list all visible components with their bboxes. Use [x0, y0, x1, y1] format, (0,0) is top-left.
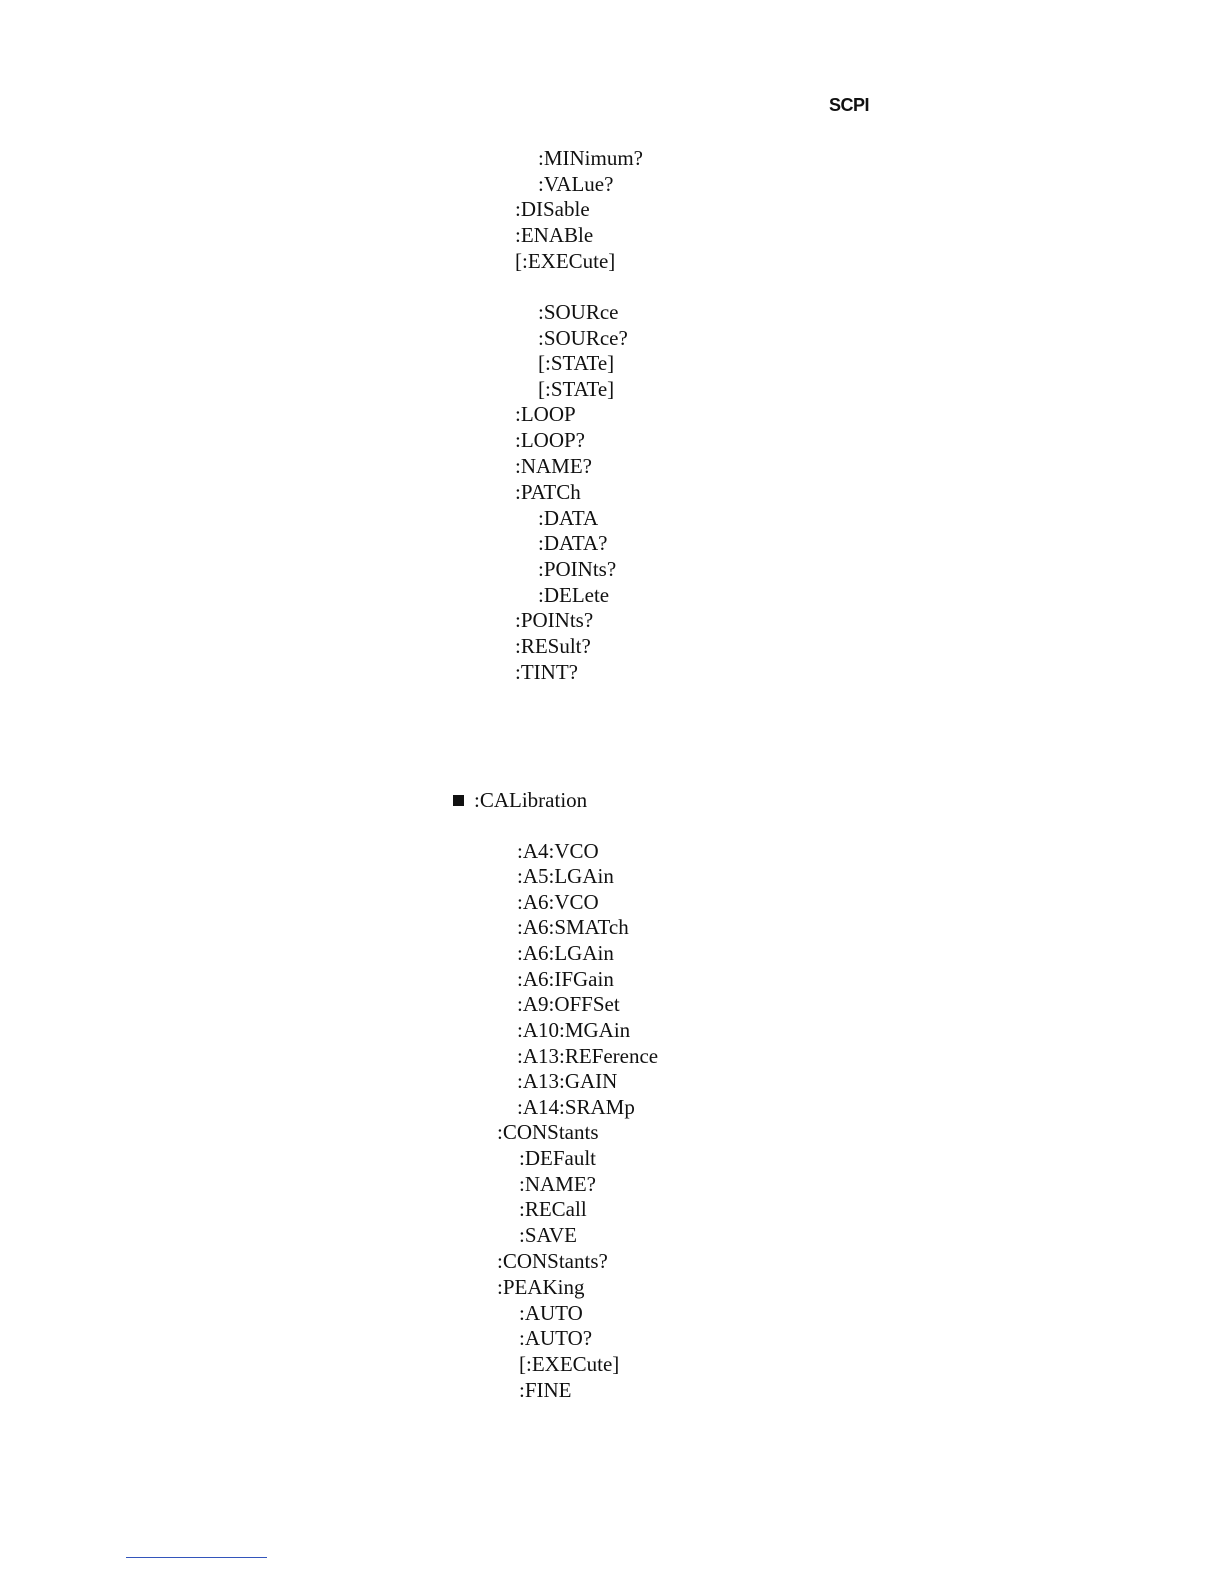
tree-item: :RECall	[519, 1197, 587, 1221]
tree-item: :A6:SMATch	[517, 915, 629, 939]
tree-item: :A9:OFFSet	[517, 992, 620, 1016]
tree-item: :PEAKing	[497, 1275, 585, 1299]
tree-item: :POINts?	[515, 608, 594, 632]
tree-item: :A4:VCO	[517, 839, 599, 863]
tree-item: :POINts?	[538, 557, 617, 581]
tree-item: :A6:LGAin	[517, 941, 614, 965]
tree-item: :A14:SRAMp	[517, 1095, 635, 1119]
tree-item: :DELete	[538, 583, 610, 607]
tree-item: :VALue?	[538, 172, 614, 196]
tree-item: :FINE	[519, 1378, 572, 1402]
tree-item: :DISable	[515, 197, 590, 221]
tree-item: :SAVE	[519, 1223, 577, 1247]
tree-item: :AUTO?	[519, 1326, 593, 1350]
tree-item: :CONStants?	[497, 1249, 608, 1273]
footer-divider	[126, 1557, 267, 1558]
tree-item: :CONStants	[497, 1120, 599, 1144]
tree-item: :LOOP?	[515, 428, 585, 452]
tree-item: :PATCh	[515, 480, 581, 504]
tree-item: :MINimum?	[538, 146, 643, 170]
tree-item: :DATA	[538, 506, 599, 530]
tree-item: :NAME?	[519, 1172, 596, 1196]
tree-item: :TINT?	[515, 660, 578, 684]
tree-item: [:STATe]	[538, 377, 615, 401]
tree-item: :A10:MGAin	[517, 1018, 631, 1042]
square-bullet-icon	[453, 795, 464, 806]
tree-item: :A5:LGAin	[517, 864, 614, 888]
page-header-scpi: SCPI	[829, 95, 870, 115]
tree-item: :ENABle	[515, 223, 594, 247]
tree-item: :A13:REFerence	[517, 1044, 659, 1068]
tree-item: :SOURce?	[538, 326, 628, 350]
tree-item: :A13:GAIN	[517, 1069, 618, 1093]
tree-item: :NAME?	[515, 454, 592, 478]
tree-item: [:STATe]	[538, 351, 615, 375]
tree-item: :A6:VCO	[517, 890, 599, 914]
tree-item: [:EXECute]	[519, 1352, 620, 1376]
tree-item: :A6:IFGain	[517, 967, 614, 991]
tree-item: :DEFault	[519, 1146, 596, 1170]
tree-item: :SOURce	[538, 300, 619, 324]
tree-item: [:EXECute]	[515, 249, 616, 273]
tree-item: :AUTO	[519, 1301, 583, 1325]
tree-item: :RESult?	[515, 634, 591, 658]
section-title: :CALibration	[474, 788, 588, 812]
tree-item: :DATA?	[538, 531, 608, 555]
tree-item: :LOOP	[515, 402, 576, 426]
